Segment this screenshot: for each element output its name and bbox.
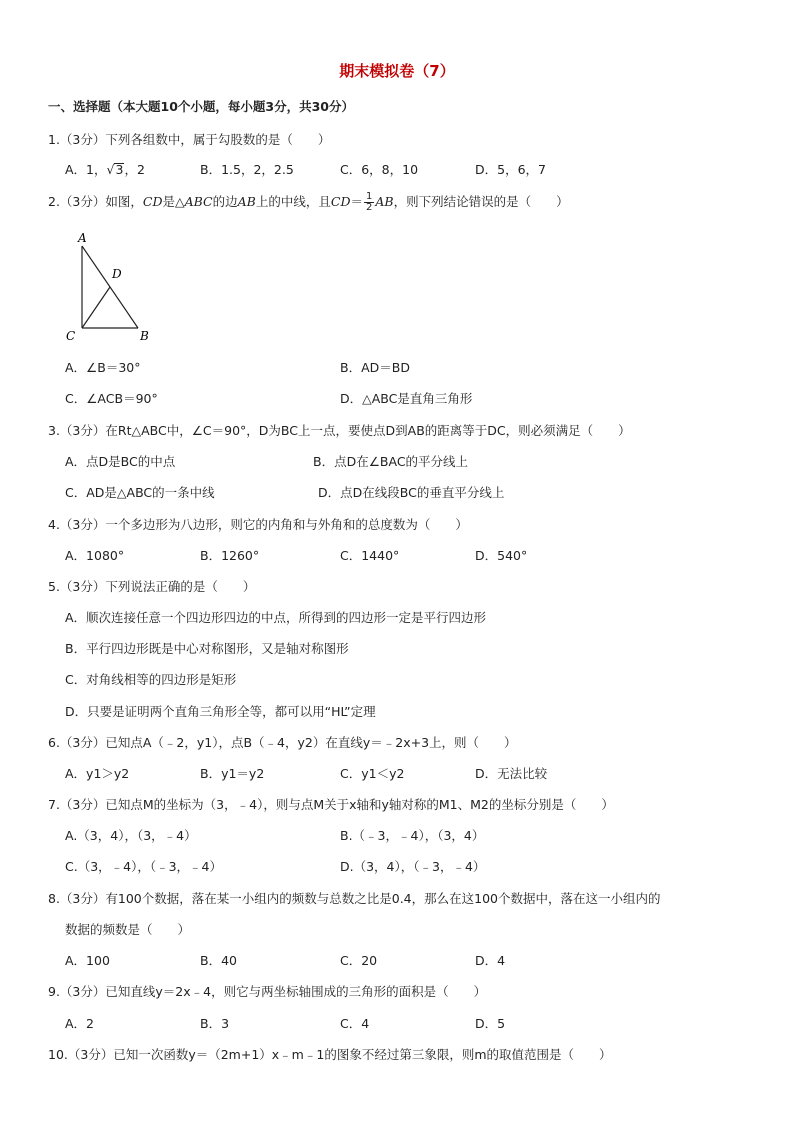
q1-stem: 1.（3分）下列各组数中，属于勾股数的是（ ） xyxy=(48,132,331,147)
q4-option-b: B．1260° xyxy=(200,548,260,563)
q8-stem-continued: 数据的频数是（ ） xyxy=(65,922,191,937)
q7-option-d: D.（3，4），（﹣3，﹣4） xyxy=(340,859,486,874)
q6-option-b: B．y1＝y2 xyxy=(200,766,265,781)
q5-option-a: A．顺次连接任意一个四边形四边的中点，所得到的四边形一定是平行四边形 xyxy=(65,610,487,625)
q4-option-d: D．540° xyxy=(475,548,528,563)
q2-option-b: B．AD＝BD xyxy=(340,360,410,375)
vertex-label-a: A xyxy=(78,231,87,245)
q6-option-d: D．无法比较 xyxy=(475,766,548,781)
q8-option-b: B．40 xyxy=(200,953,237,968)
q9-option-c: C．4 xyxy=(340,1016,370,1031)
q4-option-a: A．1080° xyxy=(65,548,125,563)
q3-option-d: D．点D在线段BC的垂直平分线上 xyxy=(318,485,505,500)
q8-option-c: C．20 xyxy=(340,953,378,968)
q5-option-c: C．对角线相等的四边形是矩形 xyxy=(65,672,237,687)
q5-option-d: D．只要是证明两个直角三角形全等，都可以用“HL”定理 xyxy=(65,704,376,719)
q3-option-a: A．点D是BC的中点 xyxy=(65,454,176,469)
q2-option-c: C．∠ACB＝90° xyxy=(65,391,158,406)
vertex-label-b: B xyxy=(140,329,149,343)
q10-stem: 10.（3分）已知一次函数y＝（2m+1）x﹣m﹣1的图象不经过第三象限，则m的取值范围是（ ） xyxy=(48,1047,612,1062)
q3-option-c: C．AD是△ABC的一条中线 xyxy=(65,485,215,500)
vertex-label-c: C xyxy=(66,329,76,343)
q5-option-b: B．平行四边形既是中心对称图形，又是轴对称图形 xyxy=(65,641,349,656)
page-title: 期末模拟卷（7） xyxy=(339,62,455,80)
q3-stem: 3.（3分）在Rt△ABC中，∠C＝90°，D为BC上一点，要使点D到AB的距离等于DC，则必须满足（ ） xyxy=(48,423,631,438)
q2-option-a: A．∠B＝30° xyxy=(65,360,141,375)
vertex-label-d: D xyxy=(112,267,122,281)
q2-option-d: D．△ABC是直角三角形 xyxy=(340,391,473,406)
q9-option-b: B．3 xyxy=(200,1016,230,1031)
q3-option-b: B．点D在∠BAC的平分线上 xyxy=(313,454,469,469)
q7-stem: 7.（3分）已知点M的坐标为（3，﹣4），则与点M关于x轴和y轴对称的M1、M2的坐标分别是（ ） xyxy=(48,797,614,812)
q6-option-a: A．y1＞y2 xyxy=(65,766,130,781)
fraction-one-half: $\frac{1}{2}$ xyxy=(365,191,373,213)
q9-stem: 9.（3分）已知直线y＝2x﹣4，则它与两坐标轴围成的三角形的面积是（ ） xyxy=(48,984,487,999)
q6-option-c: C．y1＜y2 xyxy=(340,766,405,781)
triangle-figure xyxy=(58,228,168,346)
q1-option-d: D．5，6，7 xyxy=(475,162,546,177)
q1-option-a: A．1，√3，2 xyxy=(65,162,145,177)
q7-option-b: B.（﹣3，﹣4），（3，4） xyxy=(340,828,485,843)
q9-option-d: D．5 xyxy=(475,1016,506,1031)
q8-option-d: D．4 xyxy=(475,953,506,968)
q2-stem: 2.（3分）如图，CD是△ABC的边AB上的中线，且CD＝ $\frac{1}{2}$ AB，则下列结论错误的是（ ） xyxy=(48,191,569,213)
q4-stem: 4.（3分）一个多边形为八边形，则它的内角和与外角和的总度数为（ ） xyxy=(48,517,468,532)
q9-option-a: A．2 xyxy=(65,1016,95,1031)
q6-stem: 6.（3分）已知点A（﹣2，y1），点B（﹣4，y2）在直线y＝﹣2x+3上，则（ ） xyxy=(48,735,517,750)
q8-option-a: A．100 xyxy=(65,953,110,968)
q1-option-c: C．6，8，10 xyxy=(340,162,419,177)
q1-option-b: B．1.5，2，2.5 xyxy=(200,162,294,177)
q4-option-c: C．1440° xyxy=(340,548,400,563)
q5-stem: 5.（3分）下列说法正确的是（ ） xyxy=(48,579,256,594)
q7-option-a: A.（3，4），（3，﹣4） xyxy=(65,828,197,843)
section-heading: 一、选择题（本大题10个小题，每小题3分，共30分） xyxy=(48,99,354,114)
q8-stem: 8.（3分）有100个数据，落在某一小组内的频数与总数之比是0.4，那么在这100个数据中，落在这一小组内的 xyxy=(48,891,661,906)
q7-option-c: C.（3，﹣4），（﹣3，﹣4） xyxy=(65,859,223,874)
